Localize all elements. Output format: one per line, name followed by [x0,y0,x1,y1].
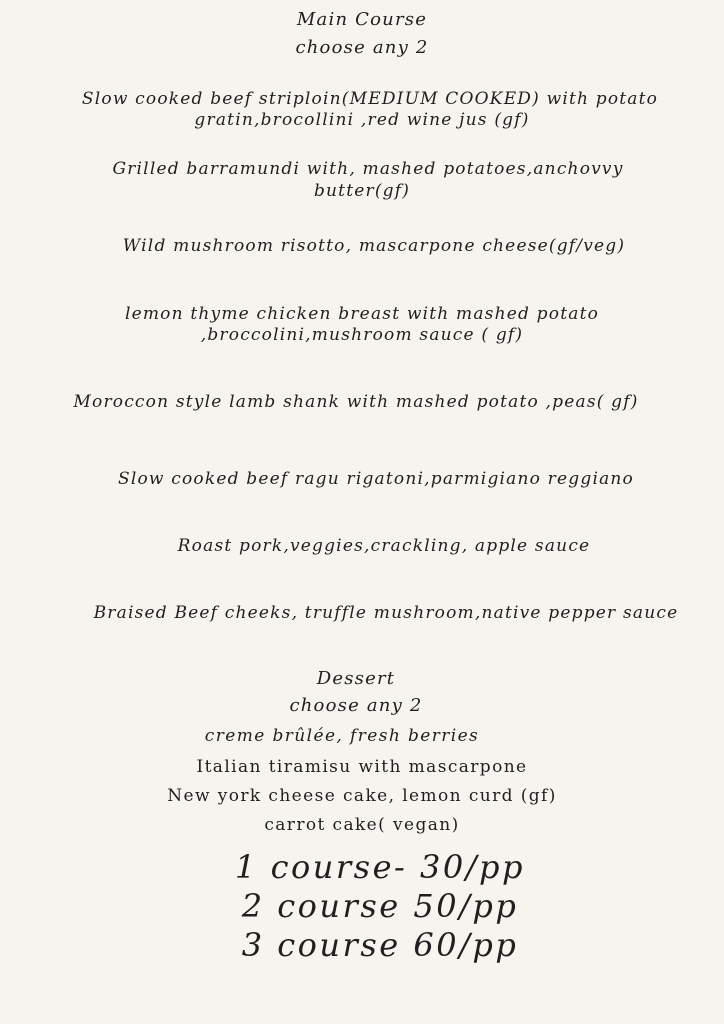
main-item-8: Braised Beef cheeks, truffle mushroom,native pepper sauce [93,603,679,623]
main-item-1-line2: gratin,brocollini ,red wine jus (gf) [194,110,530,130]
main-course-heading: Main Course [296,9,428,30]
dessert-item-3: New york cheese cake, lemon curd (gf) [167,786,557,806]
main-item-4-line2: ,broccolini,mushroom sauce ( gf) [200,325,524,345]
main-course-subheading: choose any 2 [295,37,429,58]
main-item-5: Moroccon style lamb shank with mashed potato ,peas( gf) [73,392,639,412]
dessert-item-2: Italian tiramisu with mascarpone [196,757,528,777]
dessert-item-1: creme brûlée, fresh berries [204,726,480,746]
main-item-6: Slow cooked beef ragu rigatoni,parmigiano reggiano [118,469,634,489]
main-item-2-line2: butter(gf) [313,181,411,201]
main-item-2-line1: Grilled barramundi with, mashed potatoes,anchovvy [112,159,624,179]
price-2-course: 2 course 50/pp [241,887,519,925]
price-1-course: 1 course- 30/pp [235,848,525,886]
main-item-4-line1: lemon thyme chicken breast with mashed potato [124,304,600,324]
dessert-subheading: choose any 2 [289,695,423,716]
dessert-heading: Dessert [316,668,396,689]
dessert-item-4: carrot cake( vegan) [264,815,460,835]
main-item-3: Wild mushroom risotto, mascarpone cheese(gf/veg) [122,236,626,256]
main-item-7: Roast pork,veggies,crackling, apple sauce [177,536,591,556]
main-item-1-line1: Slow cooked beef striploin(MEDIUM COOKED) with potato [81,89,659,109]
price-3-course: 3 course 60/pp [241,926,519,964]
